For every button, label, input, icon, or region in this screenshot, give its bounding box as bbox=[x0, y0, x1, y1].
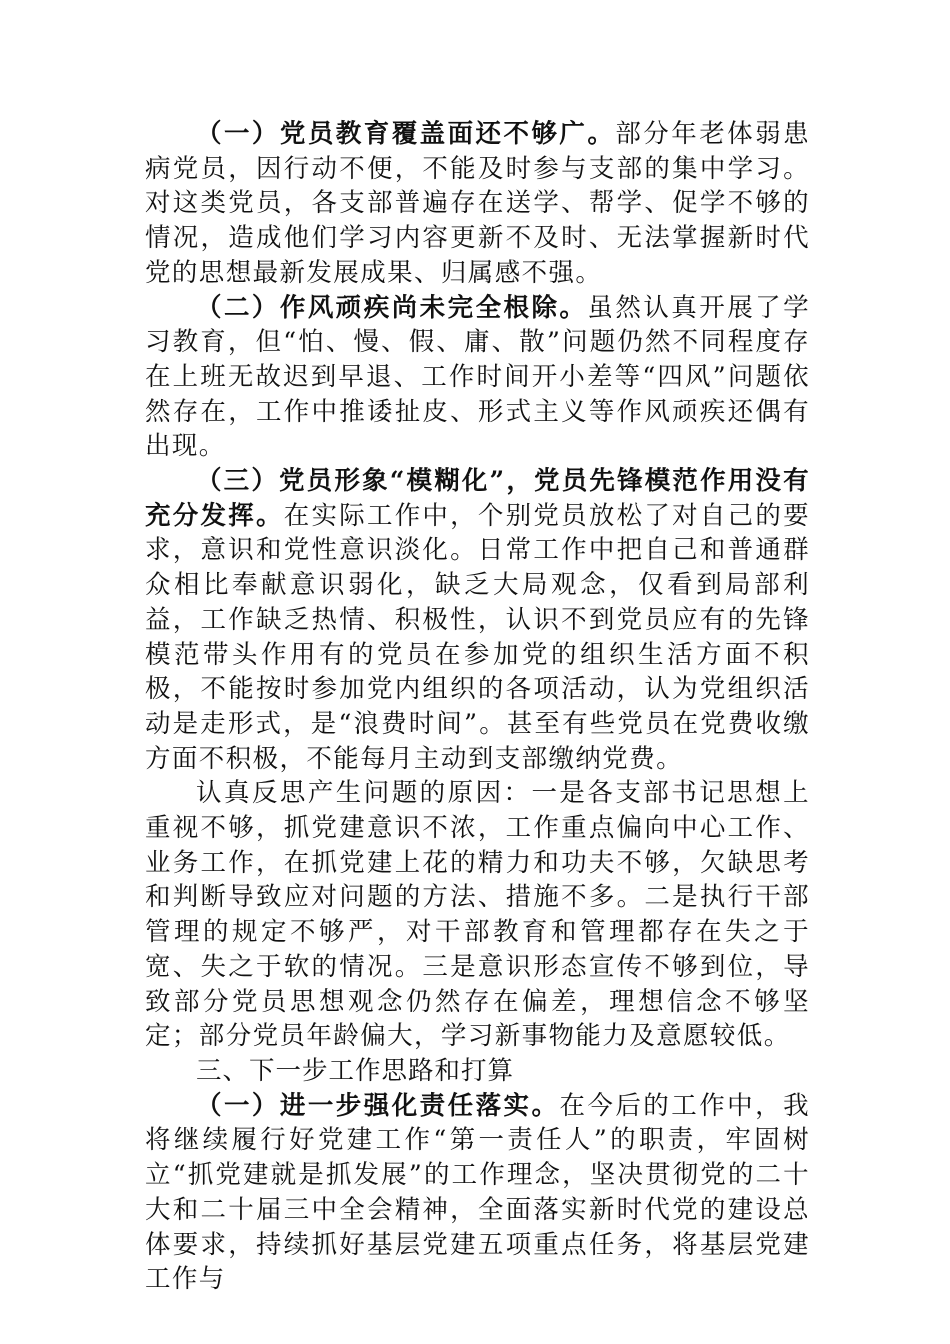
document-page bbox=[145, 117, 810, 1297]
paragraph-body: 部分年老体弱患病党员，因行动不便，不能及时参与支部的集中学习。对这类党员，各支部普遍存在送学、帮学、促学不够的情况，造成他们学习内容更新不及时、无法掌握新时代党的思想最新发展成果、归属感不强。 bbox=[145, 119, 810, 288]
paragraph-party-education-coverage bbox=[145, 117, 810, 291]
section-heading: 三、下一步工作思路和打算 bbox=[196, 1055, 515, 1086]
paragraph-member-image bbox=[145, 464, 810, 776]
paragraph-work-style-problems bbox=[145, 291, 810, 465]
paragraph-body: 在今后的工作中，我将继续履行好党建工作“第一责任人”的职责，牢固树立“抓党建就是抓发展”的工作理念，坚决贯彻党的二十大和二十届三中全会精神，全面落实新时代党的建设总体要求，持续抓好基层党建五项重点任务，将基层党建工作与 bbox=[145, 1090, 810, 1295]
paragraph-body: 在实际工作中，个别党员放松了对自己的要求，意识和党性意识淡化。日常工作中把自己和普通群众相比奉献意识弱化，缺乏大局观念，仅看到局部利益，工作缺乏热情、积极性，认识不到党员应有的先锋模范带头作用有的党员在参加党的组织生活方面不积极，不能按时参加党内组织的各项活动，认为党组织活动是走形式，是“浪费时间”。甚至有些党员在党费收缴方面不积极，不能每月主动到支部缴纳党费。 bbox=[145, 500, 810, 774]
paragraph-lead: （三）党员形象“模糊化”，党员先锋模范作用没有充分发挥。 bbox=[145, 466, 810, 531]
paragraph-root-causes bbox=[145, 776, 810, 1054]
paragraph-lead: （二）作风顽疾尚未完全根除。 bbox=[196, 292, 588, 323]
paragraph-strengthen-responsibility bbox=[145, 1089, 810, 1297]
paragraph-lead: （一）党员教育覆盖面还不够广。 bbox=[196, 119, 616, 149]
paragraph-lead: （一）进一步强化责任落实。 bbox=[196, 1090, 560, 1121]
paragraph-body: 虽然认真开展了学习教育，但“怕、慢、假、庸、散”问题仍然不同程度存在上班无故迟到早退、工作时间开小差等“四风”问题依然存在，工作中推诿扯皮、形式主义等作风顽疾还偶有出现。 bbox=[145, 292, 811, 462]
paragraph-body: 认真反思产生问题的原因：一是各支部书记思想上重视不够，抓党建意识不浓，工作重点偏向中心工作、业务工作，在抓党建上花的精力和功夫不够，欠缺思考和判断导致应对问题的方法、措施不多。二是执行干部管理的规定不够严，对干部教育和管理都存在失之于宽、失之于软的情况。三是意识形态宣传不够到位，导致部分党员思想观念仍然存在偏差，理想信念不够坚定；部分党员年龄偏大，学习新事物能力及意愿较低。 bbox=[145, 778, 810, 1052]
